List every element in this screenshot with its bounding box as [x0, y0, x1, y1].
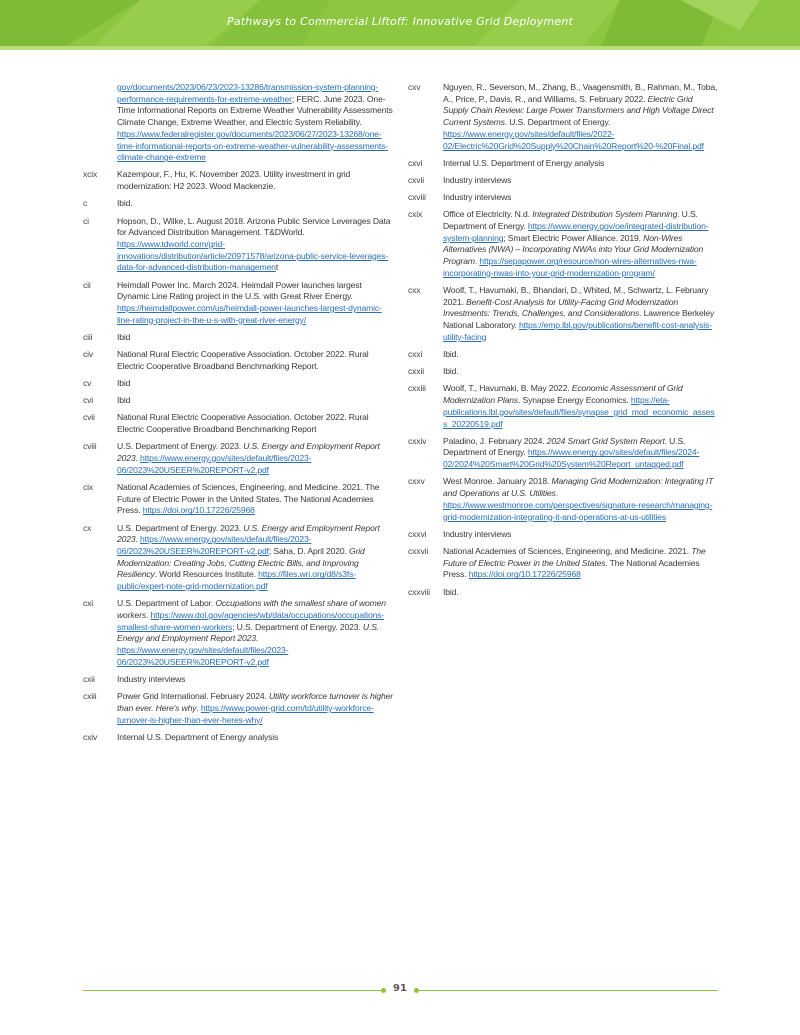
citation-text: . Synapse Energy Economics. — [518, 395, 631, 406]
endnote — [83, 732, 395, 744]
citation-text: . World Resources Institute. — [154, 569, 259, 580]
citation-title: Occupations with the smallest share of women workers — [117, 598, 386, 620]
citation-title: Electric Grid Supply Chain Review: Large Power Transformers and High Voltage Direct Current Systems — [443, 93, 714, 128]
endnote — [83, 169, 395, 192]
endnote-number: civ — [83, 349, 94, 360]
endnote-number: cxv — [408, 82, 421, 92]
citation-text: . — [196, 702, 201, 713]
citation-text: Heimdall Power Inc. March 2024. Heimdall Power launches largest Dynamic Line Rating project in the U.S. with Great River Energy. — [117, 279, 362, 302]
endnote-number: cxxi — [408, 349, 423, 360]
citation-text: . — [555, 488, 558, 499]
endnote-text — [443, 158, 718, 170]
citation-text: Hopson, D., Wilke, L. August 2018. Arizona Public Service Leverages Data for Advanced Distribution Management. T&DWorld. — [117, 215, 391, 238]
citation-text: . U.S. Department of Energy. — [443, 209, 698, 232]
citation-text: U.S. Department of Labor. — [117, 598, 216, 609]
endnote — [408, 82, 718, 152]
endnote-text — [443, 192, 718, 204]
citation-text: . — [474, 256, 480, 267]
endnote — [408, 529, 718, 541]
endnote-number: cxii — [83, 673, 95, 684]
citation-link[interactable]: https://files.wri.org/d8/s3fs-public/expert-note-grid-modernization.pdf — [117, 569, 356, 592]
endnote-number: cxxv — [408, 476, 425, 487]
endnote-text — [117, 674, 395, 686]
endnote — [408, 285, 718, 344]
endnotes-right-column — [408, 82, 718, 604]
citation-link[interactable]: https://www.westmonroe.com/perspectives/signature-research/managing-grid-modernization-integrating-it-and-operations-at-us-utilities — [443, 499, 713, 522]
endnote — [83, 412, 395, 435]
citation-title: Managing Grid Modernization: Integrating IT and Operations at U.S. Utilities — [443, 476, 714, 499]
endnote-number: cviii — [83, 441, 97, 452]
citation-link[interactable]: https://eta-publications.lbl.gov/sites/default/files/synapse_grid_mod_economic_assess_20220519.pdf — [443, 395, 715, 429]
citation-link[interactable]: https://www.federalregister.gov/documents/2023/06/27/2023-13268/one-time-informational-reports-on-extreme-weather-vulnerability-assessments-climate-change-extreme — [117, 128, 388, 163]
endnote-number: xcix — [83, 169, 98, 180]
endnote-text — [117, 598, 395, 668]
citation-text: Power Grid International. February 2024. — [117, 691, 269, 702]
endnote-text — [117, 349, 395, 372]
citation-text: t — [275, 262, 279, 273]
citation-text: . — [255, 633, 259, 644]
endnote — [408, 366, 718, 378]
citation-text: ; U.S. Department of Energy. 2023. — [232, 621, 363, 632]
citation-text: Nguyen, R., Severson, M., Zhang, B., Vaagensmith, B., Rahman, M., Toba, A., Price, P., Davis, R., and Williams, S. February 2022. — [443, 82, 718, 104]
endnote-text — [443, 436, 718, 471]
citation-link[interactable]: https://www.energy.gov/sites/default/files/2023-06/2023%20USEER%20REPORT-v2.pdf — [117, 534, 312, 556]
endnote-number: cxi — [83, 598, 94, 609]
citation-link[interactable]: https://www.dol.gov/agencies/wb/data/occupations/occupations-smallest-share-women-workers — [117, 609, 385, 632]
citation-text: . — [135, 452, 141, 463]
endnote-text — [117, 395, 395, 407]
endnote — [408, 383, 718, 430]
endnote — [408, 209, 718, 279]
endnote-number: cvii — [83, 412, 95, 423]
citation-text: ; Saha, D. April 2020. — [268, 545, 350, 556]
endnote-text — [117, 332, 395, 344]
citation-text: U.S. Department of Energy. 2023. — [117, 522, 244, 533]
endnote-text — [117, 216, 395, 275]
citation-text: . — [146, 609, 151, 620]
endnote-number: cii — [83, 279, 91, 290]
endnote-number: cxxvii — [408, 545, 429, 556]
endnote-text — [117, 691, 395, 726]
citation-link[interactable]: https://doi.org/10.17226/25968 — [142, 505, 255, 516]
citation-title: U.S. Energy and Employment Report 2023 — [117, 441, 380, 463]
endnote — [83, 441, 395, 476]
endnote — [83, 378, 395, 390]
endnote-number: cxiv — [83, 731, 98, 742]
endnote-text — [443, 209, 718, 279]
endnote — [83, 523, 395, 593]
endnote — [83, 82, 395, 164]
citation-text: . Lawrence Berkeley National Laboratory. — [443, 308, 715, 331]
citation-link[interactable]: https://www.energy.gov/sites/default/files/2023-06/2023%20USEER%20REPORT-v2.pdf — [117, 645, 289, 667]
endnote — [408, 349, 718, 361]
endnote — [408, 175, 718, 187]
endnote-number: cxx — [408, 285, 421, 296]
endnote-number: cix — [83, 481, 94, 492]
citation-link[interactable]: https://www.energy.gov/sites/default/files/2022-02/Electric%20Grid%20Supply%20Chain%20Report%20-%20Final.pdf — [443, 128, 704, 151]
citation-title: Benefit-Cost Analysis for Utility-Facing Grid Modernization Investments: Trends, Challenges, and Considerations — [443, 296, 678, 319]
citation-title: 2024 Smart Grid System Report — [546, 435, 665, 446]
citation-text: . — [135, 534, 141, 545]
endnote-number: cxvii — [408, 174, 424, 185]
citation-text: Industry interviews — [117, 673, 186, 684]
citation-link[interactable]: https://www.power-grid.com/td/utility-workforce-turnover-is-higher-than-ever-heres-why/ — [117, 702, 374, 725]
citation-title: Grid Modernization: Creating Jobs, Cutting Electric Bills, and Improving Resiliency — [117, 545, 365, 580]
page-number: 91 — [393, 983, 407, 994]
citation-text: Internal U.S. Department of Energy analysis — [443, 157, 605, 168]
citation-text: Ibid. — [443, 586, 459, 597]
endnote-number: cxxiii — [408, 383, 426, 394]
endnote — [83, 395, 395, 407]
endnote-text — [443, 529, 718, 541]
endnote — [408, 192, 718, 204]
citation-text: Ibid. — [443, 349, 459, 360]
citation-text: ; Smart Electric Power Alliance. 2019. — [503, 232, 644, 243]
citation-link[interactable]: https://www.energy.gov/sites/default/files/2024-02/2024%20Smart%20Grid%20System%20Report_untagged.pdf — [443, 447, 700, 470]
citation-text: National Academies of Sciences, Engineering, and Medicine. 2021. The Future of Electric Power in the United States. The National Academies Press. — [117, 481, 380, 516]
endnote-text — [117, 280, 395, 327]
citation-title: U.S. Energy and Employment Report 2023 — [117, 522, 380, 545]
endnote-number: ci — [83, 215, 89, 226]
citation-link[interactable]: https://heimdallpower.com/us/heimdall-power-launches-largest-dynamic-line-rating-project-in-the-u-s-with-great-river-energy/ — [117, 302, 382, 325]
endnote-text — [117, 198, 395, 210]
citation-text: Ibid — [117, 377, 131, 388]
endnote-number: cxiii — [83, 691, 97, 702]
endnote — [83, 674, 395, 686]
endnote — [83, 349, 395, 372]
citation-title: Non-Wires Alternatives (NWA) – Incorporating NWAs into Your Grid Modernization Program — [443, 232, 704, 267]
citation-link[interactable]: https://emp.lbl.gov/publications/benefit-cost-analysis-utility-facing — [443, 320, 712, 342]
citation-text: Office of Electricity. N.d. — [443, 209, 533, 220]
endnote — [83, 280, 395, 327]
citation-text: Paladino, J. February 2024. — [443, 435, 547, 446]
endnote-number: cx — [83, 522, 92, 533]
citation-text: Industry interviews — [443, 192, 512, 203]
header-divider — [0, 46, 800, 50]
citation-text: ; FERC. June 2023. One-Time Informational Reports on Extreme Weather Vulnerability Assessments Climate Change, Extreme Weather, and Electric System Reliability. — [117, 93, 393, 128]
endnote-number: cxviii — [408, 192, 426, 203]
citation-link[interactable]: https://www.energy.gov/sites/default/files/2023-06/2023%20USEER%20REPORT-v2.pdf — [117, 452, 312, 475]
citation-text: National Rural Electric Cooperative Association. October 2022. Rural Electric Cooperative Broadband Benchmarking Report. — [117, 349, 369, 371]
citation-text: . The National Academies Press. — [443, 557, 700, 580]
endnote-number: ciii — [83, 331, 93, 342]
citation-text: Woolf, T., Havumaki, B. May 2022. — [443, 383, 572, 394]
endnote — [83, 198, 395, 210]
endnote — [408, 546, 718, 581]
endnote-number: cxxii — [408, 366, 424, 377]
citation-text: Ibid. — [443, 366, 459, 377]
citation-text: . U.S. Department of Energy. — [504, 117, 611, 128]
page-header — [0, 0, 800, 50]
endnote-number: cxxvi — [408, 528, 427, 539]
citation-text: Industry interviews — [443, 528, 512, 539]
footer-rule-left — [83, 990, 383, 991]
endnote-text — [443, 366, 718, 378]
endnote — [83, 482, 395, 517]
endnote — [408, 476, 718, 523]
citation-text: Industry interviews — [443, 174, 512, 185]
endnote — [83, 598, 395, 668]
citation-title: Economic Assessment of Grid Modernization Plans — [443, 383, 683, 406]
endnote-text — [117, 378, 395, 390]
endnote-text — [443, 175, 718, 187]
endnote — [83, 332, 395, 344]
endnote-number: cxxviii — [408, 586, 430, 597]
endnote-text — [117, 482, 395, 517]
endnote-number: cxix — [408, 209, 423, 220]
endnote-text — [117, 523, 395, 593]
endnote-text — [117, 82, 395, 164]
endnote-text — [117, 412, 395, 435]
endnote-text — [443, 82, 718, 152]
citation-title: Integrated Distribution System Planning — [532, 209, 678, 220]
endnote — [408, 158, 718, 170]
citation-title: The Future of Electric Power in the United States — [443, 545, 706, 568]
endnote-text — [443, 383, 718, 430]
endnote-number: cvi — [83, 395, 94, 406]
citation-text: Woolf, T., Havumaki, B., Bhandari, D., Whited, M., Schwartz, L. February 2021. — [443, 285, 709, 307]
endnote — [83, 691, 395, 726]
endnote-text — [443, 587, 718, 599]
endnotes-left-column — [83, 82, 395, 749]
citation-text: National Academies of Sciences, Engineering, and Medicine. 2021. — [443, 545, 692, 556]
endnote — [408, 587, 718, 599]
header-title: Pathways to Commercial Liftoff: Innovative Grid Deployment — [226, 15, 574, 28]
citation-text: Ibid — [117, 395, 131, 406]
citation-text: Ibid. — [117, 198, 133, 209]
citation-link[interactable]: gov/documents/2023/06/23/2023-13286/transmission-system-planning-performance-requirements-for-extreme-weather — [117, 82, 379, 104]
citation-text: U.S. Department of Energy. 2023. — [117, 441, 244, 452]
footer-rule-right — [416, 990, 718, 991]
citation-text: . U.S. Department of Energy. — [443, 435, 686, 458]
endnote — [83, 216, 395, 275]
citation-text: National Rural Electric Cooperative Association. October 2022. Rural Electric Cooperative Broadband Benchmarking Report — [117, 412, 369, 435]
endnote-text — [443, 476, 718, 523]
citation-title: Utility workforce turnover is higher than ever. Here's why — [117, 691, 393, 713]
citation-text: West Monroe. January 2018. — [443, 476, 552, 487]
citation-link[interactable]: https://sepapower.org/resource/non-wires-alternatives-nwa-incorporating-nwas-into-your-grid-modernization-program/ — [443, 256, 697, 278]
endnote — [408, 436, 718, 471]
citation-link[interactable]: https://doi.org/10.17226/25968 — [468, 569, 581, 580]
endnote-text — [117, 732, 395, 744]
endnote-text — [443, 349, 718, 361]
citation-link[interactable]: https://www.energy.gov/oe/integrated-distribution-system-planning — [443, 221, 709, 243]
endnote-number: cxvi — [408, 157, 423, 168]
endnote-number: cxxiv — [408, 435, 427, 446]
endnote-text — [117, 441, 395, 476]
citation-text: Kazempour, F., Hu, K. November 2023. Utility investment in grid modernization: H2 2023. Wood Mackenzie. — [117, 169, 351, 192]
citation-text: Ibid — [117, 331, 131, 342]
endnote-text — [443, 546, 718, 581]
endnote-text — [117, 169, 395, 192]
endnote-text — [443, 285, 718, 344]
citation-link[interactable]: https://www.tdworld.com/grid-innovations/distribution/article/20971578/arizona-public-service-leverages-data-for-advanced-distribution-managemen — [117, 238, 389, 273]
endnote-number: c — [83, 198, 88, 209]
endnote-number: cv — [83, 377, 92, 388]
citation-text: Internal U.S. Department of Energy analysis — [117, 731, 279, 742]
citation-title: U.S. Energy and Employment Report 2023 — [117, 621, 380, 644]
